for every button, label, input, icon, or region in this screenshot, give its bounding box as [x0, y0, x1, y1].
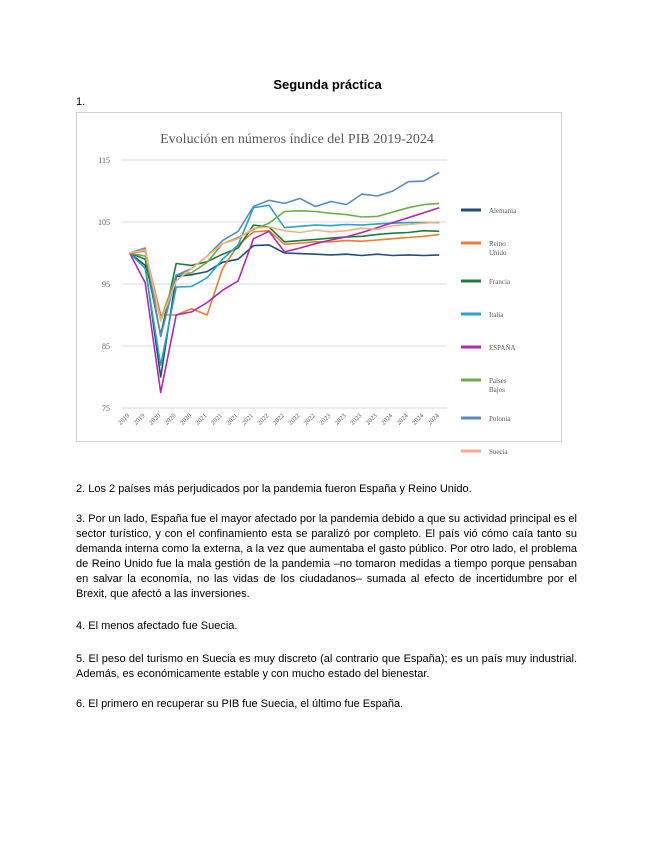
legend-entry — [461, 448, 509, 456]
legend-label: Suecia — [489, 448, 508, 456]
chart-title: Evolución en números índice del PIB 2019-2024 — [160, 132, 434, 147]
series-line-italia — [130, 205, 440, 365]
x-tick-label: 2023 — [349, 412, 364, 427]
x-tick-label: 2019 — [117, 412, 132, 427]
paragraph-6: 6. El primero en recuperar su PIB fue Suecia, el último fue España. — [76, 698, 404, 710]
paragraph-3: 3. Por un lado, España fue el mayor afectado por la pandemia debido a que su actividad principal es el sector turístico, y con el confinamiento esta se paralizó por completo. El país vió cómo caía tanto su demanda interna como la externa, a la vez que aumentaba el gasto público. Por otro lado, el problema de Reino Unido fue la mala gestión de la pandemia –no tomaron medidas a tiempo porque pensaban en salvar la economía, no las vidas de los ciudadanos– sumada al efecto de incertidumbre por el Brexit, que afectó a las inversiones. — [76, 513, 577, 600]
paragraph-5: 5. El peso del turismo en Suecia es muy discreto (al contrario que España); es un país muy industrial. Además, es económicamente estable y con mucho estado del bienestar. — [76, 653, 577, 680]
y-tick-label: 75 — [102, 404, 110, 413]
x-tick-label: 2021 — [225, 412, 240, 427]
x-tick-label: 2021 — [194, 412, 209, 427]
legend-entry — [461, 415, 511, 423]
x-tick-label: 2021 — [209, 412, 225, 427]
legend-label: Reino Unido — [489, 240, 507, 257]
legend-label: Polonia — [489, 415, 511, 423]
y-tick-label: 85 — [102, 342, 110, 351]
grid-lines — [122, 160, 447, 408]
series-line-reino-unido — [130, 231, 440, 315]
x-tick-label: 2019 — [132, 412, 147, 427]
series-line-polonia — [130, 172, 440, 336]
x-tick-label: 2023 — [318, 412, 333, 427]
x-tick-label: 2020 — [147, 412, 163, 427]
series-line-países-bajos — [130, 203, 440, 320]
item-number: 1. — [76, 96, 86, 108]
series-line-españa — [130, 208, 440, 393]
y-tick-label: 105 — [98, 218, 110, 227]
series-lines — [130, 172, 440, 392]
page-title: Segunda práctica — [273, 77, 382, 92]
legend-label: ESPAÑA — [489, 344, 516, 352]
x-tick-label: 2022 — [287, 412, 302, 427]
x-tick-label: 2020 — [163, 412, 178, 427]
legend-entry — [461, 278, 511, 286]
x-tick-label: 2020 — [178, 412, 194, 427]
y-tick-label: 95 — [102, 280, 110, 289]
y-tick-labels — [98, 156, 110, 413]
x-tick-label: 2024 — [411, 412, 426, 427]
x-tick-label: 2024 — [426, 412, 441, 427]
paragraph-2: 2. Los 2 países más perjudicados por la pandemia fueron España y Reino Unido. — [76, 483, 472, 495]
legend-label: Países Bajos — [489, 377, 507, 394]
x-tick-label: 2023 — [333, 412, 348, 427]
legend-entry — [461, 207, 517, 215]
x-tick-label: 2023 — [364, 412, 379, 427]
x-tick-label: 2022 — [271, 412, 286, 427]
series-line-suecia — [130, 222, 440, 321]
x-tick-label: 2024 — [395, 412, 410, 427]
legend-entry — [461, 311, 504, 319]
chart-svg — [77, 113, 561, 456]
legend-entry — [461, 377, 507, 394]
gdp-chart — [76, 112, 562, 456]
x-tick-label: 2022 — [256, 412, 271, 427]
legend-entry — [461, 344, 516, 352]
legend-label: Italia — [489, 311, 504, 319]
paragraph-4: 4. El menos afectado fue Suecia. — [76, 620, 238, 632]
legend — [461, 207, 517, 456]
x-tick-labels — [117, 412, 441, 427]
legend-label: Alemania — [489, 207, 517, 215]
legend-entry — [461, 240, 507, 257]
x-tick-label: 2022 — [302, 412, 317, 427]
y-tick-label: 115 — [98, 156, 110, 165]
legend-label: Francia — [489, 278, 510, 286]
x-tick-label: 2021 — [240, 412, 255, 427]
x-tick-label: 2024 — [380, 412, 395, 427]
